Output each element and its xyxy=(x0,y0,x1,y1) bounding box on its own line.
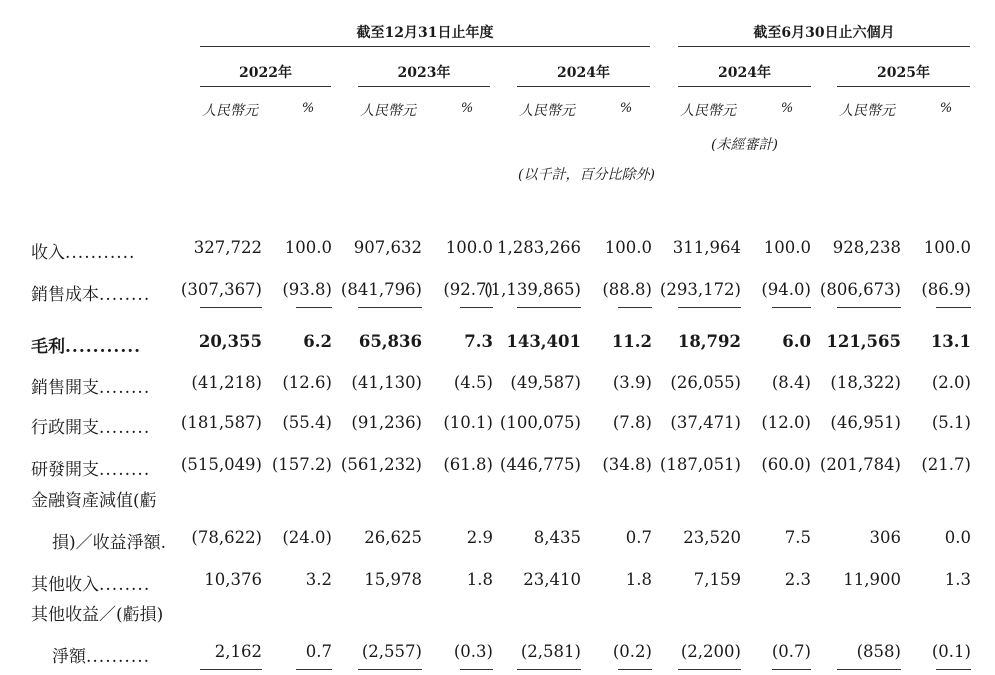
row-label-text: 收入 xyxy=(31,243,65,263)
amount-cell: 2,162 xyxy=(214,642,262,661)
amount-cell: 143,401 xyxy=(506,332,581,351)
year-rule-4 xyxy=(678,86,811,87)
unit-pct-5: % xyxy=(939,101,953,116)
amount-cell: (41,130) xyxy=(351,373,422,392)
amount-cell: (561,232) xyxy=(340,455,422,474)
percent-cell: 100.0 xyxy=(604,238,652,257)
row-label xyxy=(31,486,157,511)
subtotal-rule xyxy=(200,307,262,308)
year-header-3: 2024年 xyxy=(557,65,610,81)
amount-cell: 23,520 xyxy=(683,528,741,547)
group-header-six-months: 截至6月30日止六個月 xyxy=(753,25,895,41)
subtotal-rule xyxy=(296,669,332,670)
subtotal-rule xyxy=(517,669,581,670)
subtotal-rule xyxy=(296,307,332,308)
percent-cell: (0.2) xyxy=(612,642,652,661)
percent-cell: (0.7) xyxy=(771,642,811,661)
amount-cell: (26,055) xyxy=(670,373,741,392)
amount-cell: (49,587) xyxy=(510,373,581,392)
amount-cell: (78,622) xyxy=(191,528,262,547)
leader-dots: .......... xyxy=(86,647,151,667)
row-label-text: 損)／收益淨額 xyxy=(52,533,161,553)
leader-dots: ........ xyxy=(99,575,151,595)
amount-cell: 928,238 xyxy=(832,238,901,257)
percent-cell: 3.2 xyxy=(305,570,332,589)
subtotal-rule xyxy=(460,669,493,670)
year-header-5: 2025年 xyxy=(877,65,930,81)
percent-cell: (8.4) xyxy=(771,373,811,392)
percent-cell: (55.4) xyxy=(282,413,332,432)
amount-cell: 26,625 xyxy=(364,528,422,547)
amount-cell: 7,159 xyxy=(693,570,741,589)
percent-cell: 7.5 xyxy=(784,528,811,547)
percent-cell: (86.9) xyxy=(921,280,971,299)
row-label xyxy=(31,238,135,263)
percent-cell: 0.7 xyxy=(305,642,332,661)
amount-cell: 10,376 xyxy=(204,570,262,589)
subtotal-rule xyxy=(460,307,493,308)
amount-cell: 121,565 xyxy=(826,332,901,351)
percent-cell: (157.2) xyxy=(271,455,332,474)
subtotal-rule xyxy=(772,669,811,670)
group-rule-six-months xyxy=(678,46,970,47)
percent-cell: (88.8) xyxy=(602,280,652,299)
amount-cell: (41,218) xyxy=(191,373,262,392)
percent-cell: 100.0 xyxy=(763,238,811,257)
percent-cell: (60.0) xyxy=(761,455,811,474)
percent-cell: 100.0 xyxy=(284,238,332,257)
leader-dots: ........ xyxy=(99,285,151,305)
year-rule-5 xyxy=(837,86,970,87)
percent-cell: (12.6) xyxy=(282,373,332,392)
leader-dots: ........... xyxy=(65,337,142,357)
amount-cell: 65,836 xyxy=(358,332,422,351)
percent-cell: 0.0 xyxy=(944,528,971,547)
amount-cell: 18,792 xyxy=(677,332,741,351)
unit-rmb-1: 人民幣元 xyxy=(202,103,258,119)
unit-rmb-4: 人民幣元 xyxy=(680,103,736,119)
percent-cell: 2.3 xyxy=(784,570,811,589)
percent-cell: (61.8) xyxy=(443,455,493,474)
percent-cell: 11.2 xyxy=(611,332,652,351)
subtotal-rule xyxy=(837,669,901,670)
unit-pct-4: % xyxy=(780,101,794,116)
amount-cell: (2,200) xyxy=(680,642,741,661)
percent-cell: (2.0) xyxy=(931,373,971,392)
percent-cell: 100.0 xyxy=(445,238,493,257)
leader-dots: ........... xyxy=(65,243,136,263)
percent-cell: 13.1 xyxy=(930,332,971,351)
percent-cell: (7.8) xyxy=(612,413,652,432)
amount-cell: (515,049) xyxy=(180,455,262,474)
percent-cell: 6.2 xyxy=(303,332,332,351)
amount-cell: (100,075) xyxy=(499,413,581,432)
percent-cell: 1.3 xyxy=(944,570,971,589)
year-rule-1 xyxy=(200,86,331,87)
subtotal-rule xyxy=(772,307,811,308)
percent-cell: 7.3 xyxy=(464,332,493,351)
amount-cell: 907,632 xyxy=(353,238,422,257)
percent-cell: (0.3) xyxy=(453,642,493,661)
percent-cell: (4.5) xyxy=(453,373,493,392)
amount-cell: 15,978 xyxy=(364,570,422,589)
year-header-4: 2024年 xyxy=(718,65,771,81)
amount-cell: (293,172) xyxy=(659,280,741,299)
year-header-1: 2022年 xyxy=(239,65,292,81)
amount-cell: (2,557) xyxy=(361,642,422,661)
amount-cell: (91,236) xyxy=(351,413,422,432)
subtotal-rule xyxy=(936,307,971,308)
amount-cell: (806,673) xyxy=(819,280,901,299)
unit-rmb-2: 人民幣元 xyxy=(360,103,416,119)
amount-cell: (841,796) xyxy=(340,280,422,299)
percent-cell: 2.9 xyxy=(466,528,493,547)
amount-cell: (446,775) xyxy=(499,455,581,474)
leader-dots: ........ xyxy=(99,460,151,480)
percent-cell: (94.0) xyxy=(761,280,811,299)
percent-cell: (5.1) xyxy=(931,413,971,432)
amount-cell: (18,322) xyxy=(830,373,901,392)
amount-cell: (187,051) xyxy=(659,455,741,474)
row-label-text: 銷售成本 xyxy=(31,285,99,305)
unit-pct-3: % xyxy=(619,101,633,116)
subtotal-rule xyxy=(837,307,901,308)
year-header-2: 2023年 xyxy=(397,65,451,81)
amount-cell: 306 xyxy=(869,528,901,547)
amount-cell: 20,355 xyxy=(198,332,262,351)
leader-dots: ........ xyxy=(99,418,151,438)
percent-cell: (12.0) xyxy=(761,413,811,432)
row-label-text: 其他收入 xyxy=(31,575,99,595)
amount-cell: (201,784) xyxy=(819,455,901,474)
unit-pct-2: % xyxy=(460,101,474,116)
subtotal-rule xyxy=(678,669,741,670)
leader-dots: ........ xyxy=(99,378,151,398)
amount-cell: (307,367) xyxy=(180,280,262,299)
percent-cell: (24.0) xyxy=(282,528,332,547)
percent-cell: (10.1) xyxy=(443,413,493,432)
group-header-full-year: 截至12月31日止年度 xyxy=(356,25,494,41)
leader-dots: . xyxy=(160,533,168,553)
amount-cell: 1,283,266 xyxy=(497,238,581,257)
unit-rmb-3: 人民幣元 xyxy=(519,103,575,119)
amount-cell: (2,581) xyxy=(520,642,581,661)
amount-cell: (46,951) xyxy=(830,413,901,432)
row-label-text: 其他收益／(虧損) xyxy=(31,605,164,625)
amount-cell: (37,471) xyxy=(670,413,741,432)
subtotal-rule xyxy=(358,669,422,670)
row-label-text: 淨額 xyxy=(52,647,86,667)
percent-cell: 6.0 xyxy=(782,332,811,351)
amount-cell: 311,964 xyxy=(672,238,741,257)
amount-cell: 11,900 xyxy=(843,570,901,589)
subtotal-rule xyxy=(618,669,652,670)
subtotal-rule xyxy=(358,307,422,308)
unit-rmb-5: 人民幣元 xyxy=(839,103,895,119)
amount-cell: (181,587) xyxy=(180,413,262,432)
subtotal-rule xyxy=(618,307,652,308)
row-label xyxy=(31,600,163,625)
row-label-text: 銷售開支 xyxy=(31,378,99,398)
amount-cell: (1,139,865) xyxy=(484,280,581,299)
amount-cell: 8,435 xyxy=(533,528,581,547)
year-rule-3 xyxy=(517,86,650,87)
amount-cell: (858) xyxy=(856,642,901,661)
unaudited-note: (未經審計) xyxy=(711,137,778,153)
row-label-text: 行政開支 xyxy=(31,418,99,438)
amount-cell: 23,410 xyxy=(523,570,581,589)
percent-cell: (93.8) xyxy=(282,280,332,299)
row-label-text: 毛利 xyxy=(31,337,65,357)
row-label-text: 金融資產減值(虧 xyxy=(31,491,157,511)
percent-cell: 1.8 xyxy=(625,570,652,589)
percent-cell: 100.0 xyxy=(923,238,971,257)
year-rule-2 xyxy=(358,86,490,87)
subtotal-rule xyxy=(678,307,741,308)
percent-cell: (3.9) xyxy=(612,373,652,392)
percent-cell: (0.1) xyxy=(931,642,971,661)
percent-cell: 1.8 xyxy=(466,570,493,589)
percent-cell: (92.7) xyxy=(443,280,493,299)
thousands-note: (以千計，百分比除外) xyxy=(518,167,655,183)
percent-cell: (34.8) xyxy=(602,455,652,474)
subtotal-rule xyxy=(936,669,971,670)
unit-pct-1: % xyxy=(301,101,315,116)
percent-cell: (21.7) xyxy=(921,455,971,474)
percent-cell: 0.7 xyxy=(625,528,652,547)
subtotal-rule xyxy=(517,307,581,308)
group-rule-full-year xyxy=(200,46,650,47)
amount-cell: 327,722 xyxy=(193,238,262,257)
row-label-text: 研發開支 xyxy=(31,460,99,480)
subtotal-rule xyxy=(200,669,262,670)
